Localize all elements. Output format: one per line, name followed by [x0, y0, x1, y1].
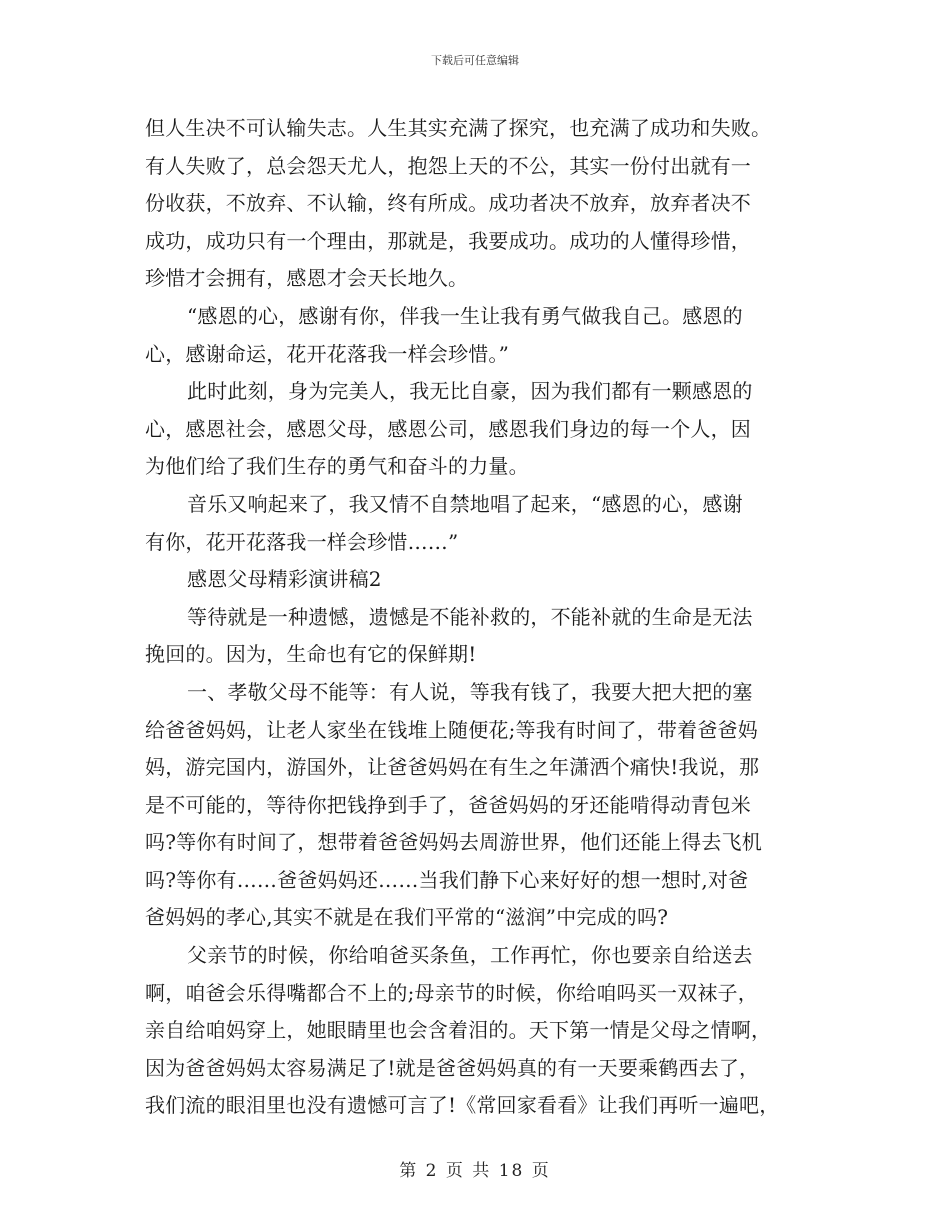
text-line: 此时此刻，身为完美人，我无比自豪，因为我们都有一颗感恩的 [187, 379, 753, 404]
text-line: 亲自给咱妈穿上，她眼睛里也会含着泪的。天下第一情是父母之情啊， [145, 1018, 772, 1043]
text-line: 有人失败了，总会怨天尤人，抱怨上天的不公，其实一份付出就有一 [145, 153, 751, 178]
text-line: “感恩的心，感谢有你，伴我一生让我有勇气做我自己。感恩的 [187, 303, 743, 328]
text-line: 等待就是一种遗憾，遗憾是不能补救的，不能补就的生命是无法 [187, 604, 753, 629]
text-line: 珍惜才会拥有，感恩才会天长地久。 [145, 266, 469, 291]
text-line: 啊，咱爸会乐得嘴都合不上的;母亲节的时候，你给咱吗买一双袜子， [145, 980, 758, 1005]
text-line: 因为爸爸妈妈太容易满足了!就是爸爸妈妈真的有一天要乘鹤西去了， [145, 1055, 760, 1080]
text-line: 为他们给了我们生存的勇气和奋斗的力量。 [145, 454, 529, 479]
text-line: 音乐又响起来了，我又情不自禁地唱了起来，“感恩的心，感谢 [187, 491, 743, 516]
text-line: 我们流的眼泪里也没有遗憾可言了!《常回家看看》让我们再听一遍吧， [145, 1093, 780, 1118]
text-line: 心，感谢命运，花开花落我一样会珍惜。” [145, 341, 510, 366]
text-line: 挽回的。因为，生命也有它的保鲜期! [145, 642, 477, 667]
text-line: 份收获，不放弃、不认输，终有所成。成功者决不放弃，放弃者决不 [145, 191, 751, 216]
text-line: 有你，花开花落我一样会珍惜……” [145, 529, 459, 554]
document-body [145, 110, 820, 1125]
text-line: 吗?等你有……爸爸妈妈还……当我们静下心来好好的想一想时,对爸 [145, 867, 749, 892]
text-line: 爸妈妈的孝心,其实不就是在我们平常的“滋润”中完成的吗? [145, 905, 669, 930]
text-line: 但人生决不可认输失志。人生其实充满了探究，也充满了成功和失败。 [145, 116, 772, 140]
text-line: 吗?等你有时间了，想带着爸爸妈妈去周游世界，他们还能上得去飞机 [145, 830, 762, 855]
text-line: 给爸爸妈妈，让老人家坐在钱堆上随便花;等我有时间了，带着爸爸妈 [145, 717, 758, 742]
text-line: 一、孝敬父母不能等：有人说，等我有钱了，我要大把大把的塞 [187, 679, 753, 704]
text-line: 感恩父母精彩演讲稿2 [187, 567, 382, 592]
text-line: 是不可能的，等待你把钱挣到手了，爸爸妈妈的牙还能啃得动青包米 [145, 792, 751, 817]
text-line: 心，感恩社会，感恩父母，感恩公司，感恩我们身边的每一个人，因 [145, 416, 751, 441]
text-line: 父亲节的时候，你给咱爸买条鱼，工作再忙，你也要亲自给送去 [187, 943, 753, 968]
page-header: 下载后可任意编辑 [431, 54, 519, 67]
text-line: 成功，成功只有一个理由，那就是，我要成功。成功的人懂得珍惜， [145, 228, 751, 253]
text-line: 妈，游完国内，游国外，让爸爸妈妈在有生之年潇洒个痛快!我说，那 [145, 755, 760, 780]
page-footer: 第 2 页 共 18 页 [399, 1161, 551, 1181]
